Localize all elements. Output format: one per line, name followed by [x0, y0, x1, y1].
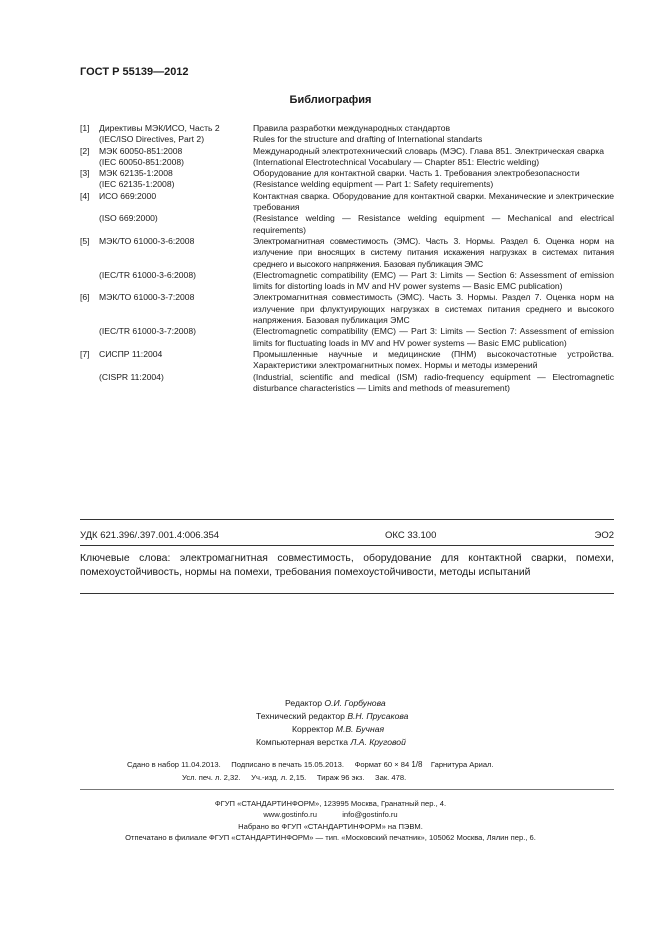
entry-description: Правила разработки международных стандартов [253, 123, 451, 133]
order-number: Зак. 478. [375, 773, 407, 782]
credit-role: Редактор [285, 698, 322, 708]
middle-divider [80, 545, 614, 546]
entry-number: [4] [80, 190, 90, 201]
print-info-line-1 [127, 760, 494, 769]
classification-code: ЭО2 [594, 530, 614, 541]
entry-description: (Electromagnetic compatibility (EMC) — Part 3: Limits — Section 6: Assessment of emission limits for distorting loads in MV and HV power systems — Basic EMC publication) [253, 269, 614, 292]
entry-number: [7] [80, 348, 90, 359]
entry-number: [5] [80, 235, 90, 246]
entry-description: (International Electrotechnical Vocabulary — Chapter 851: Electric welding) [253, 156, 540, 167]
oks-code: ОКС 33.100 [385, 530, 437, 541]
credit-name: В.Н. Прусакова [347, 711, 409, 721]
entry-number: [2] [80, 145, 90, 156]
entry-description: (Resistance welding equipment — Part 1: Safety requirements) [253, 179, 494, 190]
entry-description: Rules for the structure and drafting of International standarts [253, 134, 483, 145]
entry-source: (IEC 62135-1:2008) [99, 179, 175, 190]
entry-source: МЭК 60050-851:2008 [99, 145, 183, 156]
print-sheets: Усл. печ. л. 2,32. [182, 773, 241, 782]
credit-layout [256, 736, 406, 750]
printed-note: Отпечатано в филиале ФГУП «СТАНДАРТИНФОРМ» — тип. «Московский печатник», 105062 Москва, Лялин пер., 6. [125, 832, 536, 842]
bibliography-list [80, 123, 614, 394]
publisher-address: ФГУП «СТАНДАРТИНФОРМ», 123995 Москва, Гранатный пер., 4. [214, 799, 447, 808]
top-divider [80, 519, 614, 520]
publisher-email[interactable]: info@gostinfo.ru [342, 810, 398, 820]
signed-date: Подписано в печать 15.05.2013. [231, 760, 344, 769]
entry-source: (IEC/ISO Directives, Part 2) [99, 134, 205, 145]
keywords: Ключевые слова: электромагнитная совместимость, оборудование для контактной сварки, помехи, помехоустойчивость, нормы на помехи, требования помехоустойчивости, методы испытаний [80, 553, 614, 578]
bibliography-entry [80, 349, 614, 394]
entry-description: Международный электротехнический словарь (МЭС). Глава 851. Электрическая сварка [253, 145, 605, 156]
credit-role: Компьютерная верстка [256, 737, 349, 747]
entry-number: [6] [80, 292, 90, 303]
entry-source: Директивы МЭК/ИСО, Часть 2 [99, 123, 220, 133]
entry-source: МЭК 62135-1:2008 [99, 168, 173, 179]
entry-source: (IEC/TR 61000-3-6:2008) [99, 269, 196, 280]
credit-tech-editor [256, 710, 408, 724]
print-run: Тираж 96 экз. [316, 773, 365, 782]
entry-description: Электромагнитная совместимость (ЭМС). Часть 3. Нормы. Раздел 7. Оценка норм на излучение при флуктуирующих нагрузках в системах питания среднего и высокого напряжения. Базовая публикация ЭМС [253, 292, 614, 326]
entry-description: (Resistance welding — Resistance welding equipment — Mechanical and electrical requirements) [253, 213, 614, 235]
typeset-date: Сдано в набор 11.04.2013. [127, 760, 221, 769]
credit-role: Технический редактор [256, 711, 345, 721]
credit-name: М.В. Бучная [335, 724, 385, 734]
credit-editor [285, 697, 386, 711]
entry-description: Контактная сварка. Оборудование для контактной сварки. Механические и электрические требования [253, 190, 614, 213]
entry-source: МЭК/ТО 61000-3-6:2008 [99, 235, 195, 246]
print-info-line-2 [182, 773, 406, 782]
credit-name: Л.А. Круговой [350, 737, 406, 747]
typeset-note: Набрано во ФГУП «СТАНДАРТИНФОРМ» на ПЭВМ. [238, 821, 423, 831]
entry-description: Электромагнитная совместимость (ЭМС). Часть 3. Нормы. Раздел 6. Оценка норм на излучение при вносящих в систему питания искажения нагрузках в системах питания среднего и высокого напряжения. Базовая публикация ЭМС [253, 235, 614, 269]
format: Формат 60 × 84 [354, 760, 410, 769]
entry-source: (IEC 60050-851:2008) [99, 156, 185, 167]
entry-source: (ISO 669:2000) [99, 213, 158, 224]
bibliography-entry [80, 168, 614, 191]
entry-description: Промышленные научные и медицинские (ПНМ) высокочастотные устройства. Характеристики электромагнитных помех. Нормы и методы измерений [253, 348, 614, 371]
entry-source: ИСО 669:2000 [99, 190, 157, 201]
typeface: Гарнитура Ариал. [430, 760, 494, 769]
document-code: ГОСТ Р 55139—2012 [80, 66, 189, 78]
credit-name: О.И. Горбунова [324, 698, 386, 708]
bibliography-entry [80, 292, 614, 348]
entry-source: МЭК/ТО 61000-3-7:2008 [99, 292, 195, 303]
publisher-site[interactable]: www.gostinfo.ru [263, 810, 317, 820]
bibliography-entry [80, 123, 614, 146]
publisher-contacts [0, 809, 661, 820]
publisher-sheets: Уч.-изд. л. 2,15. [251, 773, 307, 782]
entry-description: (Industrial, scientific and medical (ISM) radio-frequency equipment — Electromagnetic disturbance characteristics — Limits and methods of measurement) [253, 371, 614, 393]
entry-number: [1] [80, 123, 90, 133]
credit-role: Корректор [292, 724, 334, 734]
credit-proofreader [292, 723, 384, 737]
bibliography-entry [80, 236, 614, 292]
bibliography-entry [80, 146, 614, 169]
entry-description: (Electromagnetic compatibility (EMC) — Part 3: Limits — Section 7: Assessment of emission limits for fluctuating loads in MV and HV power systems — Basic EMC publication) [253, 326, 614, 348]
format-fraction: 1/8 [411, 760, 423, 769]
classification-line [80, 530, 614, 543]
udc-code: УДК 621.396/.397.001.4:006.354 [80, 530, 220, 541]
bibliography-entry [80, 191, 614, 236]
entry-number: [3] [80, 168, 90, 179]
publisher-block [0, 798, 661, 843]
bottom-divider [80, 593, 614, 594]
entry-description: Оборудование для контактной сварки. Часть 1. Требования электробезопасности [253, 168, 580, 179]
entry-source: (CISPR 11:2004) [99, 371, 164, 382]
entry-source: СИСПР 11:2004 [99, 348, 163, 359]
publisher-divider [80, 789, 614, 790]
section-title: Библиография [289, 94, 372, 106]
entry-source: (IEC/TR 61000-3-7:2008) [99, 326, 196, 337]
